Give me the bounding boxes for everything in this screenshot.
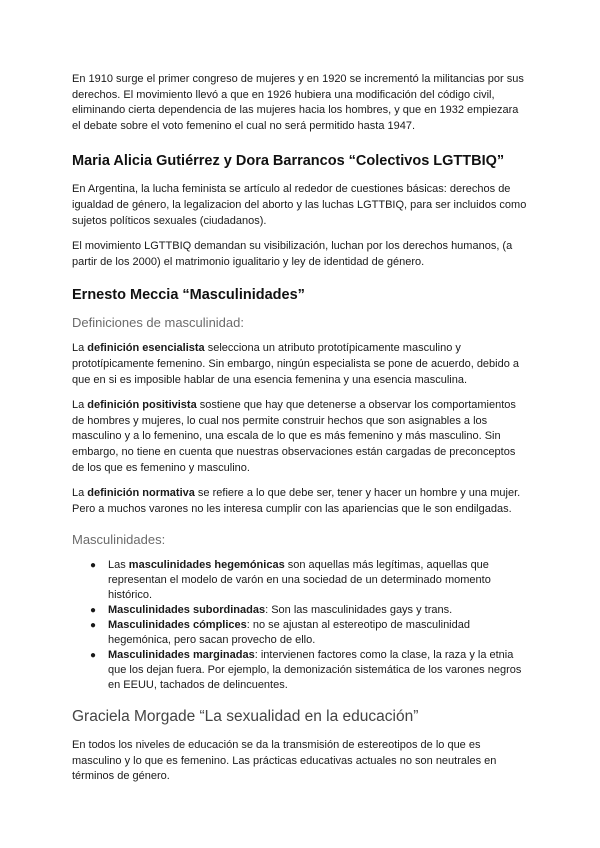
paragraph-educacion: En todos los niveles de educación se da la transmisión de estereotipos de lo que es masculino y lo que es femenino. Las prácticas educativas actuales no son neutrales en términos de género. xyxy=(72,739,497,783)
item-text: : Son las masculinidades gays y trans. xyxy=(265,604,453,617)
section-heading-meccia: Ernesto Meccia “Masculinidades” xyxy=(72,287,305,304)
item-text: son aquellas más legítimas, aquellas que representan el modelo de varón en una sociedad de un determinado momento histórico. xyxy=(108,559,491,602)
intro-paragraph: En 1910 surge el primer congreso de mujeres y en 1920 se incrementó la militancias por sus derechos. El movimiento llevó a que en 1926 hubiera una modificación del código civil, eliminando cierta dependencia de las mujeres hacia los hombres, y que en 1932 empiezara el debate sobre el voto femenino el cual no será permitido hasta 1947. xyxy=(72,73,524,132)
list-item-subordinadas xyxy=(90,603,528,618)
paragraph-lucha-feminista: En Argentina, la lucha feminista se artículo al rededor de cuestiones básicas: derechos de igualdad de género, la legalizacion del aborto y las luchas LGTTBIQ, para ser incluidos como sujetos políticos sexuales (ciudadanos). xyxy=(72,183,527,227)
item-prefix: Las xyxy=(108,559,129,572)
term-marginadas: Masculinidades marginadas xyxy=(108,649,255,662)
term-hegemonicas: masculinidades hegemónicas xyxy=(128,559,285,572)
term-subordinadas: Masculinidades subordinadas xyxy=(108,604,266,617)
list-item-hegemonicas xyxy=(90,558,528,603)
term-complices: Masculinidades cómplices xyxy=(108,619,247,632)
list-item-marginadas xyxy=(90,648,528,693)
subheading-definiciones: Definiciones de masculinidad: xyxy=(72,315,244,331)
section-heading-gutierrez-barrancos: Maria Alicia Gutiérrez y Dora Barrancos “Colectivos LGTTBIQ” xyxy=(72,153,505,170)
masculinidades-list xyxy=(72,558,528,693)
term-definicion-esencialista: definición esencialista xyxy=(87,342,205,355)
bullet-icon: ● xyxy=(90,620,97,632)
item-text: : intervienen factores como la clase, la raza y la etnia que los dejan fuera. Por ejemplo, la demonización sistemática de los varones negros en EEUU, tachados de delincuentes. xyxy=(108,649,522,692)
term-definicion-positivista: definición positivista xyxy=(87,399,197,412)
bullet-icon: ● xyxy=(90,605,97,617)
section-heading-morgade: Graciela Morgade “La sexualidad en la educación” xyxy=(72,708,419,726)
def-text: selecciona un atributo prototípicamente masculino y prototípicamente femenino. Sin embargo, ningún especialista se pone de acuerdo, debido a que en si es imposible hablar de una esencia femenina y una esencia masculina. xyxy=(72,342,520,386)
paragraph-definicion-normativa xyxy=(72,486,528,517)
paragraph-definicion-esencialista xyxy=(72,341,528,388)
bullet-icon: ● xyxy=(90,560,97,572)
def-prefix: La xyxy=(72,487,88,500)
def-text: sostiene que hay que detenerse a observar los comportamientos de hombres y mujeres, lo cual nos permite construir hechos que son asignables a los masculino y a lo femenino, una escala de lo que es más femenino y más masculino. Sin embargo, no tiene en cuenta que nuestras observaciones están cargadas de preconceptos de los que es femenino y masculino. xyxy=(72,399,516,474)
list-item-complices xyxy=(90,618,528,648)
def-text: se refiere a lo que debe ser, tener y hacer un hombre y una mujer. Pero a muchos varones no les interesa cumplir con las apariencias que le son endilgadas. xyxy=(72,487,521,515)
paragraph-movimiento-lgttbiq: El movimiento LGTTBIQ demandan su visibilización, luchan por los derechos humanos, (a partir de los 2000) el matrimonio igualitario y ley de identidad de género. xyxy=(72,240,513,268)
def-prefix: La xyxy=(72,342,88,355)
paragraph-definicion-positivista xyxy=(72,398,528,476)
def-prefix: La xyxy=(72,399,88,412)
bullet-icon: ● xyxy=(90,650,97,662)
subheading-masculinidades: Masculinidades: xyxy=(72,532,166,548)
item-text: : no se ajustan al estereotipo de masculinidad hegemónica, pero sacan provecho de ello. xyxy=(108,619,470,647)
term-definicion-normativa: definición normativa xyxy=(87,487,195,500)
